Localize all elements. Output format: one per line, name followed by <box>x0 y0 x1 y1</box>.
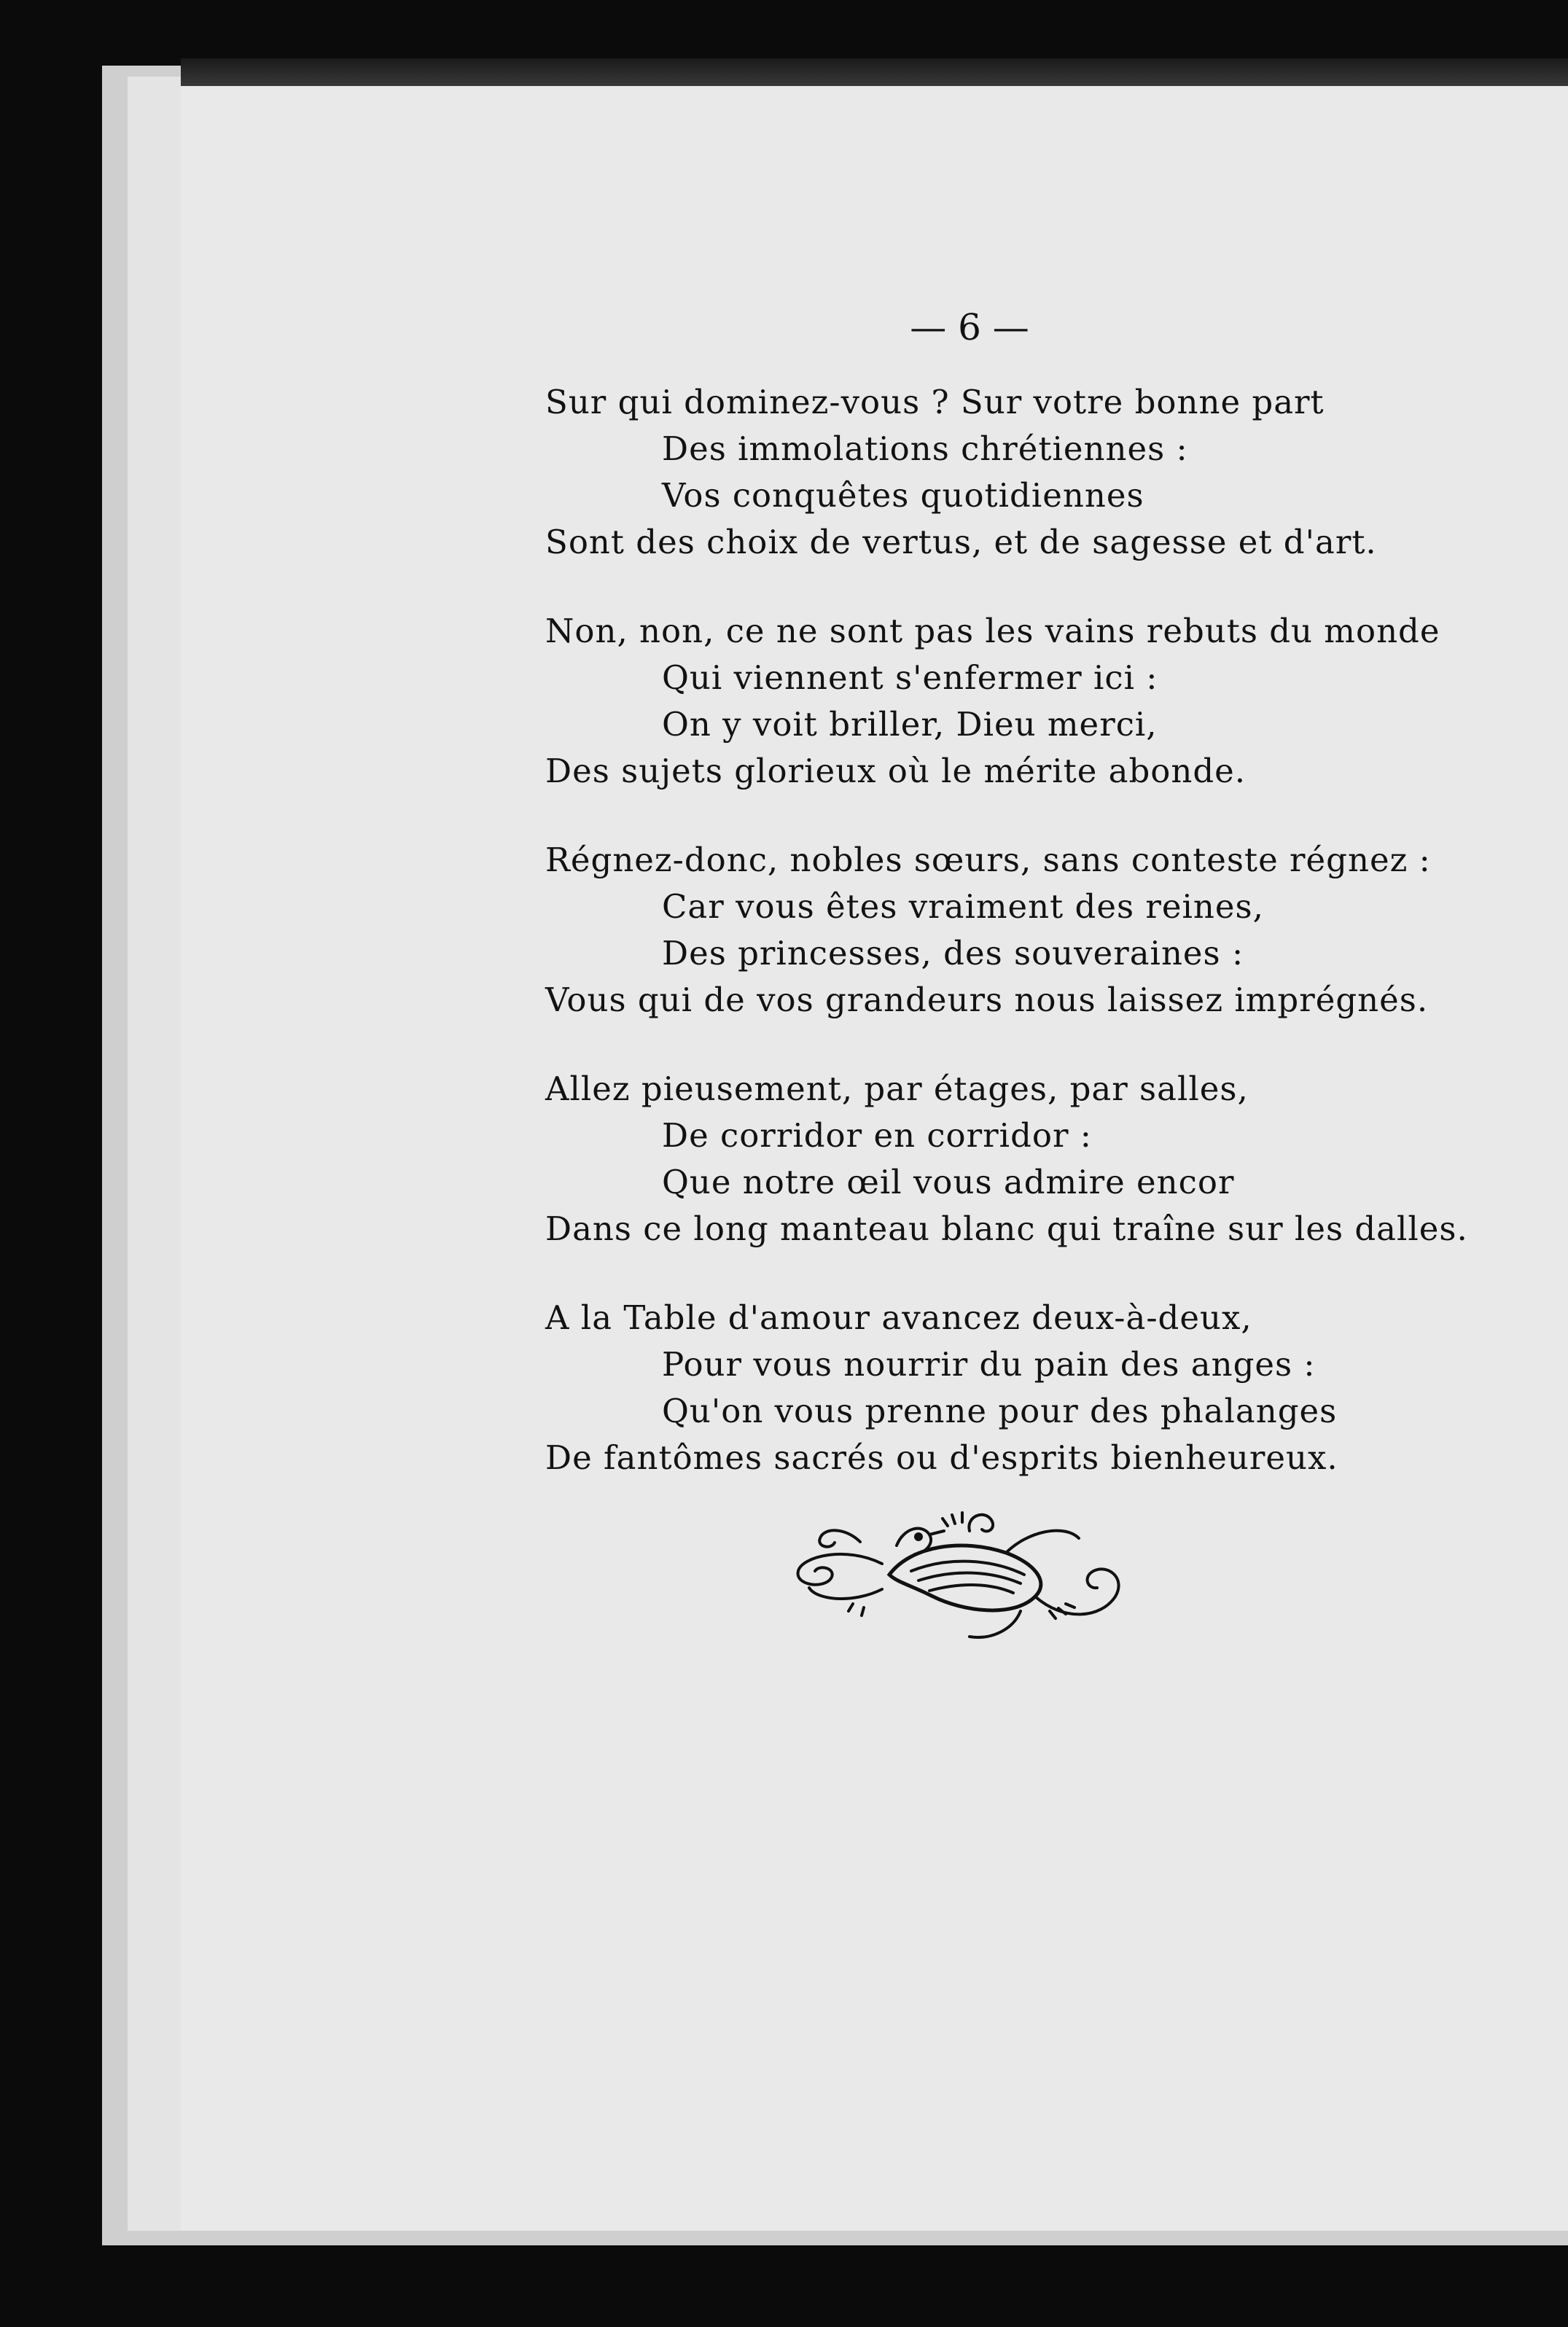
poem-line: Sont des choix de vertus, et de sagesse et d'art. <box>545 523 1377 561</box>
poem-line: Non, non, ce ne sont pas les vains rebuts du monde <box>545 612 1440 650</box>
poem-line: On y voit briller, Dieu merci, <box>662 705 1158 744</box>
poem-line: A la Table d'amour avancez deux-à-deux, <box>545 1298 1252 1337</box>
stanza <box>545 837 1493 1024</box>
poem-line: Dans ce long manteau blanc qui traîne sur les dalles. <box>545 1209 1468 1248</box>
poem-line: Régnez-donc, nobles sœurs, sans conteste régnez : <box>545 841 1431 879</box>
poem-line: Vos conquêtes quotidiennes <box>662 476 1144 515</box>
poem-line: Car vous êtes vraiment des reines, <box>662 887 1264 926</box>
stanza <box>545 379 1493 566</box>
stanza <box>545 608 1493 795</box>
poem <box>545 379 1493 1524</box>
poem-line: Que notre œil vous admire encor <box>662 1163 1235 1201</box>
poem-line: De corridor en corridor : <box>662 1116 1092 1155</box>
poem-line: Pour vous nourrir du pain des anges : <box>662 1345 1316 1384</box>
poem-line: Des immolations chrétiennes : <box>662 429 1188 468</box>
poem-line: Qu'on vous prenne pour des phalanges <box>662 1392 1338 1430</box>
page-number: — 6 — <box>910 306 1029 348</box>
poem-line: De fantômes sacrés ou d'esprits bienheureux. <box>545 1438 1338 1477</box>
poem-line: Sur qui dominez-vous ? Sur votre bonne part <box>545 383 1325 421</box>
poem-line: Vous qui de vos grandeurs nous laissez imprégnés. <box>545 981 1429 1019</box>
poem-line: Des princesses, des souveraines : <box>662 934 1244 972</box>
bird-flourish-icon <box>773 1502 1137 1648</box>
stanza <box>545 1295 1493 1481</box>
poem-line: Des sujets glorieux où le mérite abonde. <box>545 752 1247 790</box>
poem-line: Qui viennent s'enfermer ici : <box>662 658 1158 697</box>
top-binding-shadow <box>181 58 1568 87</box>
poem-line: Allez pieusement, par étages, par salles, <box>545 1069 1249 1108</box>
stanza <box>545 1066 1493 1252</box>
